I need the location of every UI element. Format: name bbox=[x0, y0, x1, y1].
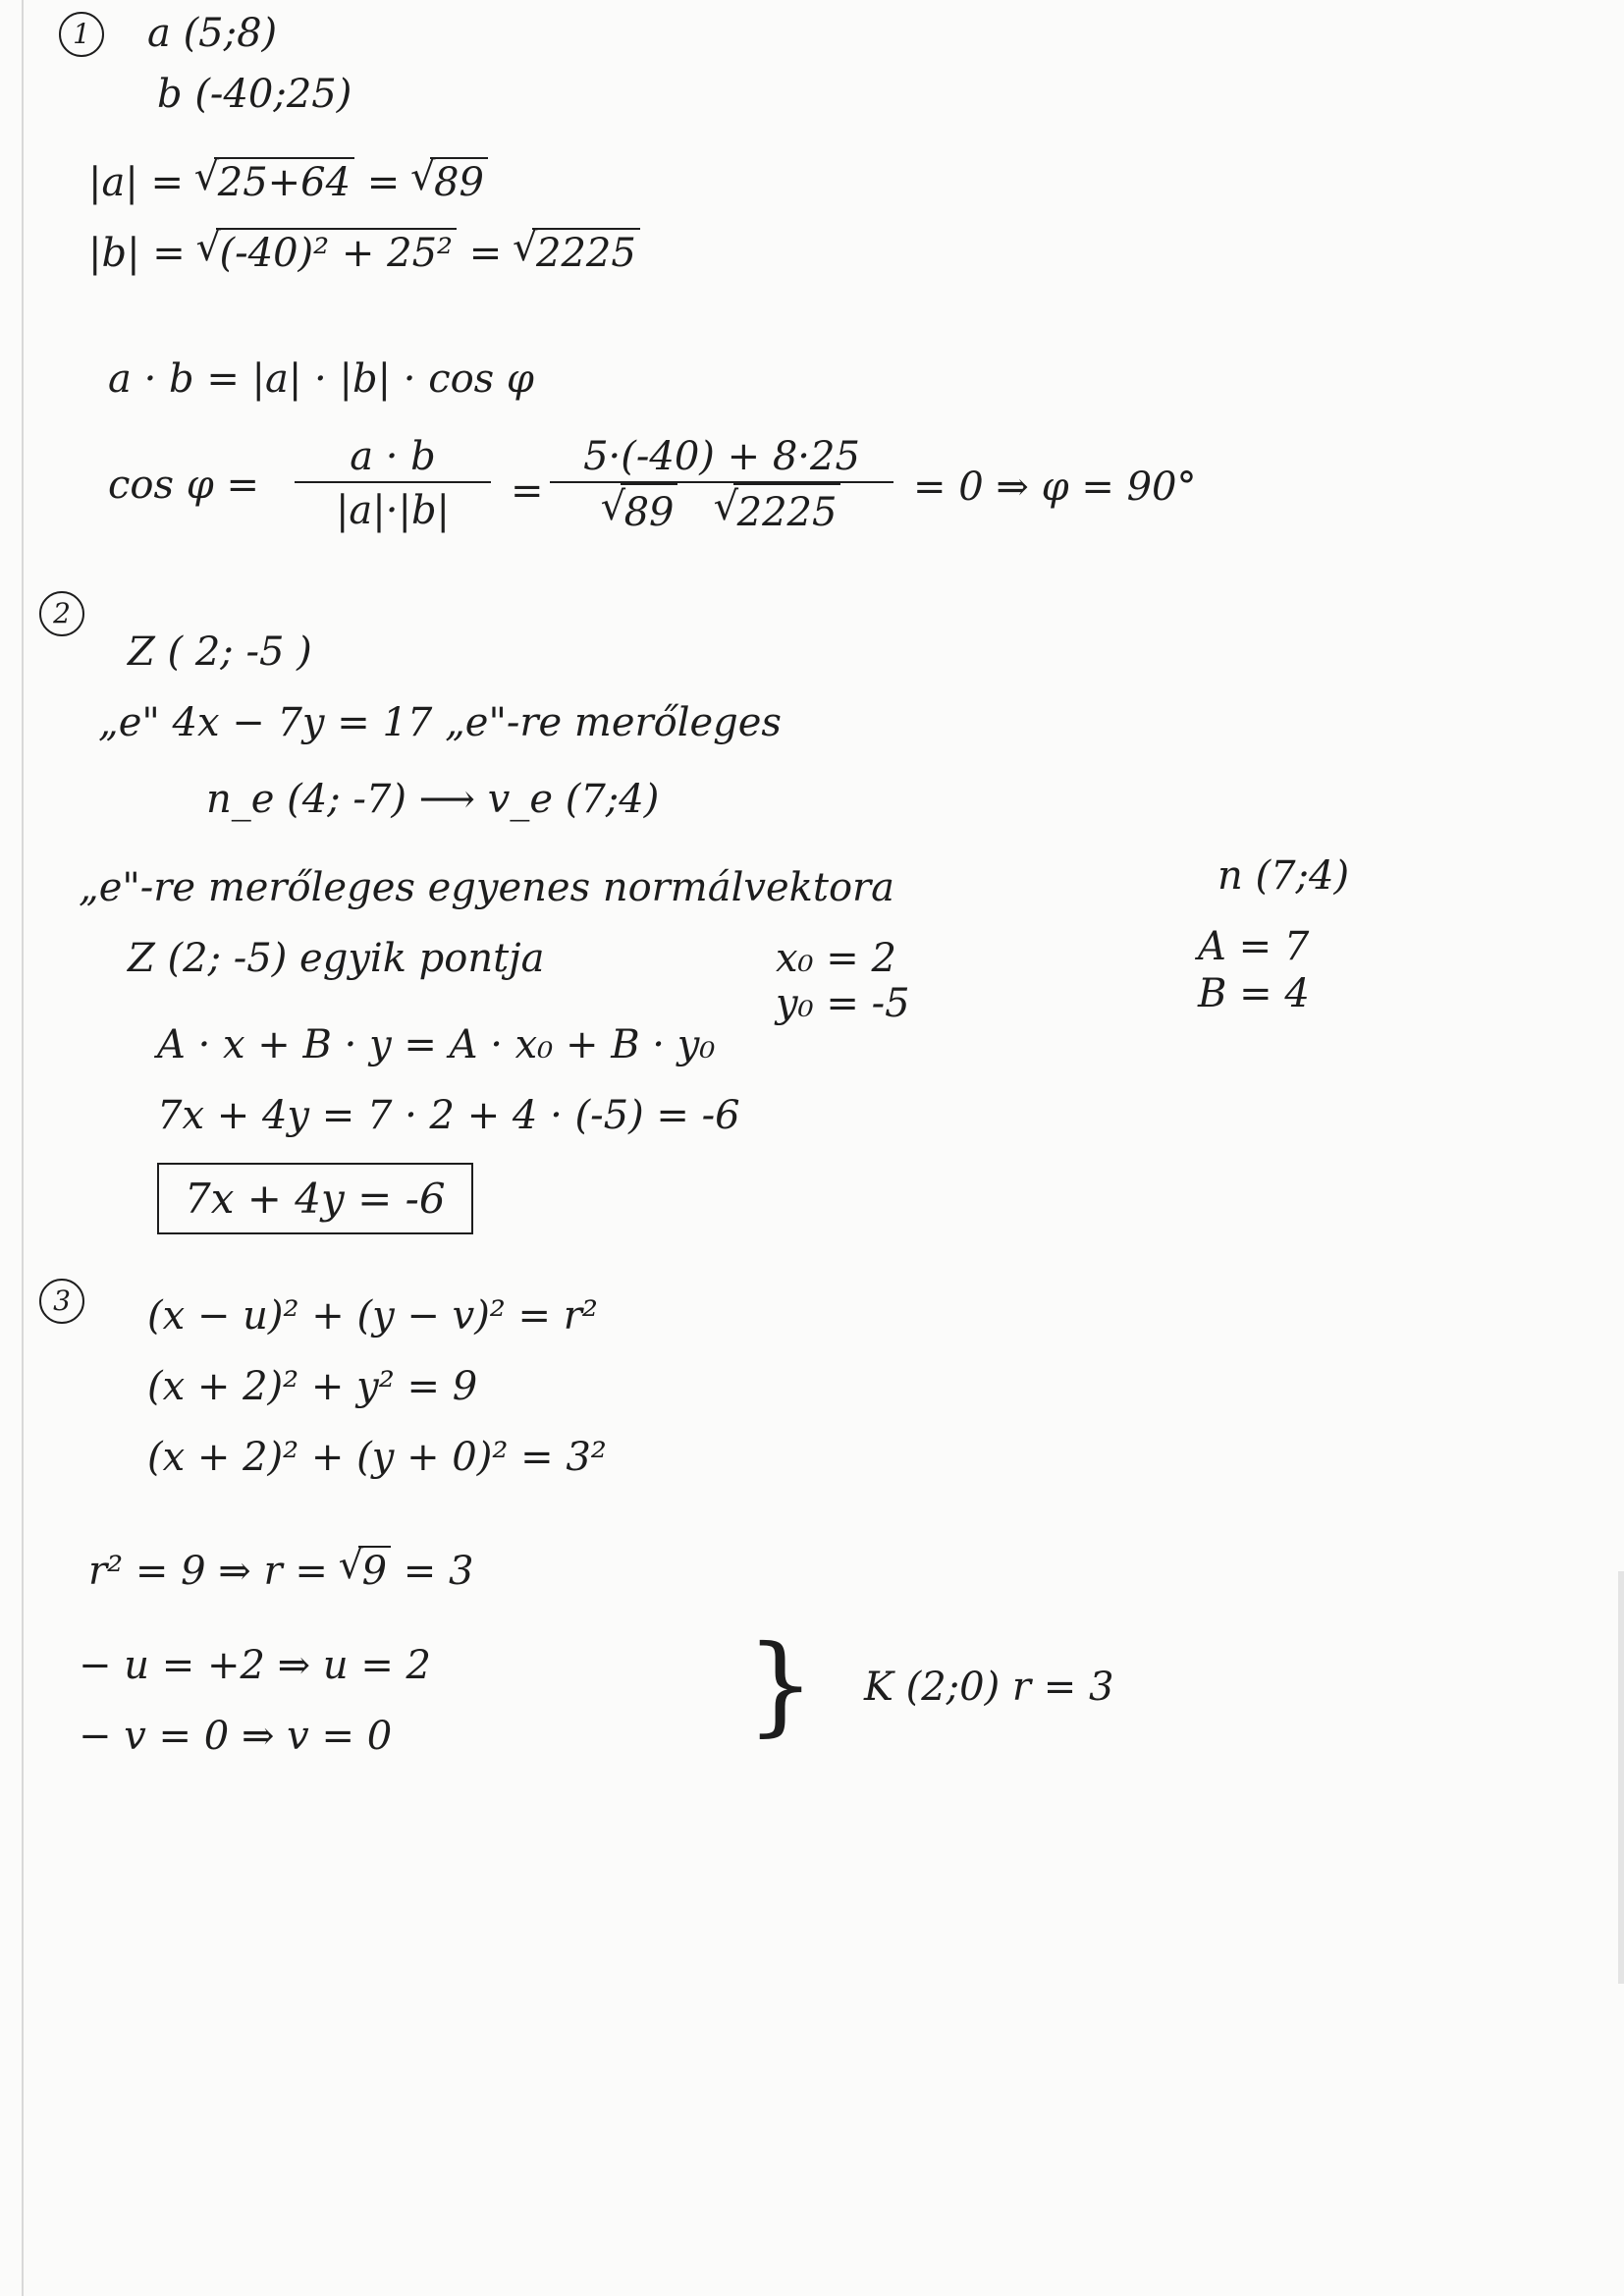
radius-line bbox=[88, 1546, 473, 1595]
rewritten-circle: (x + 2)² + (y + 0)² = 3² bbox=[147, 1435, 607, 1480]
point-on-line: Z (2; -5) egyik pontja bbox=[128, 936, 545, 981]
angle-result: = 0 ⇒ φ = 90° bbox=[913, 465, 1197, 510]
modulus-a-radicand: √ 25+64 bbox=[214, 157, 354, 206]
u-line: − u = +2 ⇒ u = 2 bbox=[79, 1643, 432, 1688]
normal-vector-n: n (7;4) bbox=[1218, 853, 1350, 899]
fraction-1-numerator: a · b bbox=[295, 432, 491, 483]
point-z: Z ( 2; -5 ) bbox=[128, 629, 312, 675]
modulus-b-radicand: √ (-40)² + 25² bbox=[216, 228, 458, 277]
fraction-numeric bbox=[550, 432, 893, 540]
page-edge-shadow bbox=[1618, 1571, 1624, 1984]
modulus-a-result: √ 89 bbox=[430, 157, 488, 206]
modulus-a-equals: = bbox=[354, 160, 413, 205]
fraction-dot-over-modulus bbox=[295, 432, 491, 538]
radius-radicand: √ 9 bbox=[358, 1546, 391, 1595]
x0-value: x₀ = 2 bbox=[776, 936, 896, 981]
sqrt-89: √ 89 bbox=[621, 483, 678, 540]
coef-a: A = 7 bbox=[1198, 924, 1310, 969]
fraction-1-denominator: |a|·|b| bbox=[335, 488, 451, 533]
problem-1-number: 1 bbox=[59, 12, 104, 57]
v-line: − v = 0 ⇒ v = 0 bbox=[79, 1714, 393, 1759]
modulus-b-lhs: |b| = bbox=[88, 231, 198, 276]
problem-2-number: 2 bbox=[39, 591, 84, 636]
vector-a: a (5;8) bbox=[147, 11, 278, 56]
vector-b: b (-40;25) bbox=[157, 72, 352, 117]
boxed-answer: 7x + 4y = -6 bbox=[157, 1163, 473, 1234]
substitution-line: 7x + 4y = 7 · 2 + 4 · (-5) = -6 bbox=[157, 1093, 740, 1138]
cos-label: cos φ = bbox=[108, 463, 259, 508]
given-circle: (x + 2)² + y² = 9 bbox=[147, 1364, 478, 1409]
circle-standard-form: (x − u)² + (y − v)² = r² bbox=[147, 1293, 598, 1339]
sqrt-2225: √ 2225 bbox=[733, 483, 841, 540]
modulus-a-line bbox=[88, 157, 488, 206]
page-margin-line bbox=[22, 0, 24, 2296]
modulus-b-line bbox=[88, 228, 640, 277]
fraction-2-denominator bbox=[550, 483, 893, 540]
modulus-b-result: √ 2225 bbox=[532, 228, 640, 277]
equals-sign: = bbox=[511, 468, 544, 514]
dot-product-formula: a · b = |a| · |b| · cos φ bbox=[108, 356, 534, 402]
modulus-b-equals: = bbox=[457, 231, 515, 276]
normal-to-direction-vector: n_e (4; -7) ⟶ v_e (7;4) bbox=[206, 777, 660, 822]
circle-center-radius: K (2;0) r = 3 bbox=[864, 1665, 1114, 1710]
fraction-2-numerator: 5·(-40) + 8·25 bbox=[550, 432, 893, 483]
radius-lhs: r² = 9 ⇒ r = bbox=[88, 1549, 341, 1594]
brace: } bbox=[746, 1621, 815, 1747]
radius-rhs: = 3 bbox=[391, 1549, 474, 1594]
y0-value: y₀ = -5 bbox=[776, 981, 910, 1026]
general-line-equation: A · x + B · y = A · x₀ + B · y₀ bbox=[157, 1022, 716, 1067]
problem-3-number: 3 bbox=[39, 1279, 84, 1324]
coef-b: B = 4 bbox=[1198, 971, 1310, 1016]
perpendicular-statement: „e"-re merőleges egyenes normálvektora bbox=[79, 865, 894, 910]
line-e-equation: „e" 4x − 7y = 17 „e"-re merőleges bbox=[98, 700, 782, 745]
modulus-a-lhs: |a| = bbox=[88, 160, 196, 205]
